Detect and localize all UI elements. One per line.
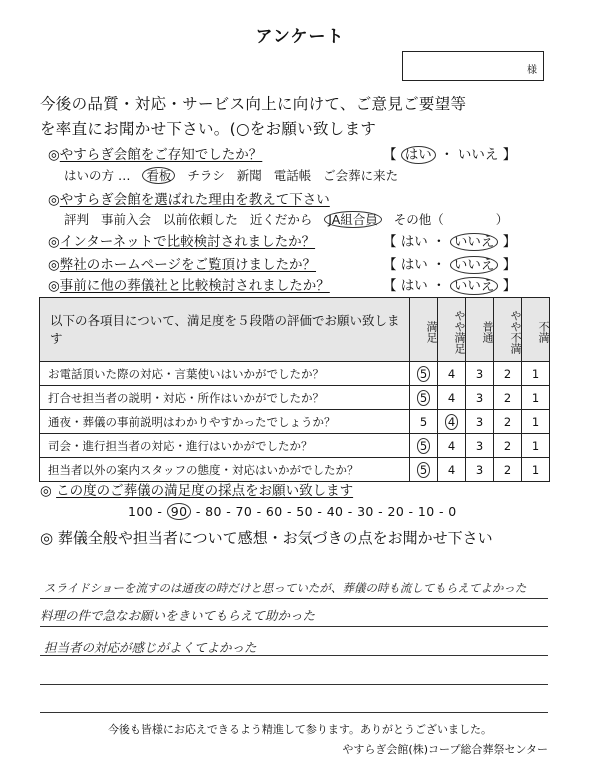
score-cell[interactable]: 4 [438, 434, 466, 458]
comment-line [40, 684, 548, 685]
score-cell[interactable]: 1 [522, 434, 550, 458]
score-cell[interactable]: 5 [410, 362, 438, 386]
score-question [40, 479, 353, 499]
table-row [40, 458, 550, 482]
name-suffix: 様 [527, 65, 537, 76]
comment-handwritten-3: 担当者の対応が感じがよくてよかった [44, 640, 257, 655]
question-marker: ◎ [40, 483, 52, 499]
score-scale: 100 - 90 - 80 - 70 - 60 - 50 - 40 - 30 - 20 - 10 - 0 [128, 504, 457, 519]
question-1-text: やすらぎ会館をご存知でしたか？ [59, 147, 263, 163]
score-cell[interactable]: 3 [466, 458, 494, 482]
rating-question: 担当者以外の案内スタッフの態度・対応はいかがでしたか？ [40, 458, 410, 482]
answer-no[interactable]: いいえ [450, 277, 499, 295]
table-row [40, 410, 550, 434]
score-cell[interactable]: 1 [522, 410, 550, 434]
score-cell[interactable]: 5 [410, 458, 438, 482]
answer-no[interactable]: いいえ [450, 233, 499, 251]
table-row [40, 362, 550, 386]
question-5-answer: 【 はい ・ いいえ 】 [383, 278, 517, 294]
score-cell[interactable]: 2 [494, 362, 522, 386]
footer-message: 今後も皆様にお応えできるよう精進して参ります。ありがとうございました。 [107, 723, 493, 736]
scale-value[interactable]: 70 [235, 504, 253, 519]
score-cell[interactable]: 4 [438, 362, 466, 386]
question-1 [48, 143, 262, 163]
rating-question: お電話頂いた際の対応・言葉使いはいかがでしたか？ [40, 362, 410, 386]
score-cell[interactable]: 4 [438, 410, 466, 434]
intro-line-2: を率直にお聞かせ下さい。(○をお願い致します [40, 120, 377, 138]
score-cell[interactable]: 3 [466, 410, 494, 434]
rating-question: 司会・進行担当者の対応・進行はいかがでしたか？ [40, 434, 410, 458]
scale-value-selected[interactable]: 90 [167, 503, 192, 520]
column-header-somewhat-dissatisfied: やや不満 [494, 298, 522, 362]
option-shinbun[interactable]: 新聞 [236, 168, 262, 183]
question-4-answer: 【 はい ・ いいえ 】 [383, 257, 517, 273]
score-cell[interactable]: 5 [410, 410, 438, 434]
column-header-dissatisfied: 不満 [522, 298, 550, 362]
question-2 [48, 188, 330, 208]
score-cell[interactable]: 1 [522, 458, 550, 482]
score-cell[interactable]: 4 [438, 386, 466, 410]
score-cell[interactable]: 4 [438, 458, 466, 482]
question-3-answer: 【 はい ・ いいえ 】 [383, 234, 517, 250]
option-kaisou[interactable]: ご会葬に来た [323, 168, 399, 183]
scale-value[interactable]: 30 [357, 504, 374, 519]
question-marker: ◎ [40, 529, 54, 547]
page-title: アンケート [255, 27, 345, 47]
question-marker: ◎ [48, 278, 60, 294]
question-3 [48, 230, 315, 250]
comment-question-text: 葬儀全般や担当者について感想・お気づきの点をお聞かせ下さい [57, 529, 493, 547]
rating-table-instructions: 以下の各項目について、満足度を５段階の評価でお願い致します [40, 298, 410, 362]
rating-table-header [40, 298, 550, 362]
option-kanban[interactable]: 看板 [142, 167, 175, 184]
answer-yes[interactable]: はい [400, 278, 428, 294]
rating-table [39, 297, 550, 482]
option-denwacho[interactable]: 電話帳 [273, 168, 312, 183]
score-cell[interactable]: 3 [466, 386, 494, 410]
score-cell[interactable]: 2 [494, 386, 522, 410]
score-cell[interactable]: 1 [522, 362, 550, 386]
option-jizen-nyukai[interactable]: 事前入会 [100, 212, 151, 227]
comment-question [40, 527, 493, 548]
question-2-text: やすらぎ会館を選ばれた理由を教えて下さい [59, 192, 330, 208]
comment-line [40, 626, 548, 627]
question-marker: ◎ [48, 234, 60, 250]
option-hyouban[interactable]: 評判 [64, 212, 90, 227]
question-marker: ◎ [48, 192, 60, 208]
column-header-somewhat-satisfied: やや満足 [438, 298, 466, 362]
scale-value[interactable]: 10 [417, 504, 435, 519]
comment-handwritten-2: 料理の件で急なお願いをきいてもらえて助かった [40, 608, 316, 623]
question-5 [48, 274, 330, 294]
score-cell[interactable]: 3 [466, 362, 494, 386]
column-header-satisfied: 満足 [410, 298, 438, 362]
option-izen-irai[interactable]: 以前依頼した [162, 212, 238, 227]
options-lead: はいの方 … [64, 168, 131, 183]
footer-organization: やすらぎ会館(株)コープ総合葬祭センター [342, 743, 548, 756]
intro-line-1: 今後の品質・対応・サービス向上に向けて、ご意見ご要望等 [40, 95, 467, 113]
comment-line [40, 712, 548, 713]
scale-value[interactable]: 0 [448, 504, 457, 519]
option-chirashi[interactable]: チラシ [187, 168, 225, 183]
answer-yes[interactable]: はい [400, 234, 428, 250]
scale-value[interactable]: 20 [387, 504, 405, 519]
rating-question: 通夜・葬儀の事前説明はわかりやすかったでしょうか？ [40, 410, 410, 434]
rating-question: 打合せ担当者の説明・対応・所作はいかがでしたか？ [40, 386, 410, 410]
score-cell[interactable]: 2 [494, 458, 522, 482]
score-cell[interactable]: 2 [494, 434, 522, 458]
option-chikai[interactable]: 近くだから [249, 212, 313, 227]
table-row [40, 434, 550, 458]
scale-value[interactable]: 80 [205, 504, 222, 519]
scale-value[interactable]: 40 [326, 504, 344, 519]
answer-yes[interactable]: はい [400, 257, 428, 273]
question-3-text: インターネットで比較検討されましたか？ [59, 234, 316, 250]
scale-value[interactable]: 60 [265, 504, 283, 519]
question-4-text: 弊社のホームページをご覧頂けましたか？ [59, 257, 317, 273]
question-5-text: 事前に他の葬儀社と比較検討されましたか？ [59, 278, 330, 294]
scale-value[interactable]: 100 [128, 504, 154, 519]
answer-no[interactable]: いいえ [457, 147, 499, 163]
question-2-options: 評判 事前入会 以前依頼した 近くだから JA組合員 その他（ ） [64, 212, 509, 227]
score-cell[interactable]: 1 [522, 386, 550, 410]
score-cell[interactable]: 5 [410, 386, 438, 410]
score-question-text: この度のご葬儀の満足度の採点をお願い致します [56, 483, 354, 499]
question-marker: ◎ [48, 257, 60, 273]
column-header-normal: 普通 [466, 298, 494, 362]
option-ja-member[interactable]: JA組合員 [324, 211, 382, 228]
option-other[interactable]: その他（ [393, 212, 444, 227]
question-4 [48, 253, 316, 273]
question-marker: ◎ [48, 147, 60, 163]
question-1-options [64, 166, 398, 184]
answer-no[interactable]: いいえ [450, 256, 499, 274]
scale-value[interactable]: 50 [296, 504, 314, 519]
score-cell[interactable]: 2 [494, 410, 522, 434]
score-cell[interactable]: 5 [410, 434, 438, 458]
comment-line [40, 598, 548, 599]
score-cell[interactable]: 3 [466, 434, 494, 458]
question-1-answer: 【 はい ・ いいえ 】 [383, 147, 517, 163]
answer-yes[interactable]: はい [401, 146, 436, 164]
name-field[interactable] [402, 51, 544, 81]
table-row [40, 386, 550, 410]
comment-handwritten-1: スライドショーを流すのは通夜の時だけと思っていたが、葬儀の時も流してもらえてよかった [44, 581, 527, 595]
